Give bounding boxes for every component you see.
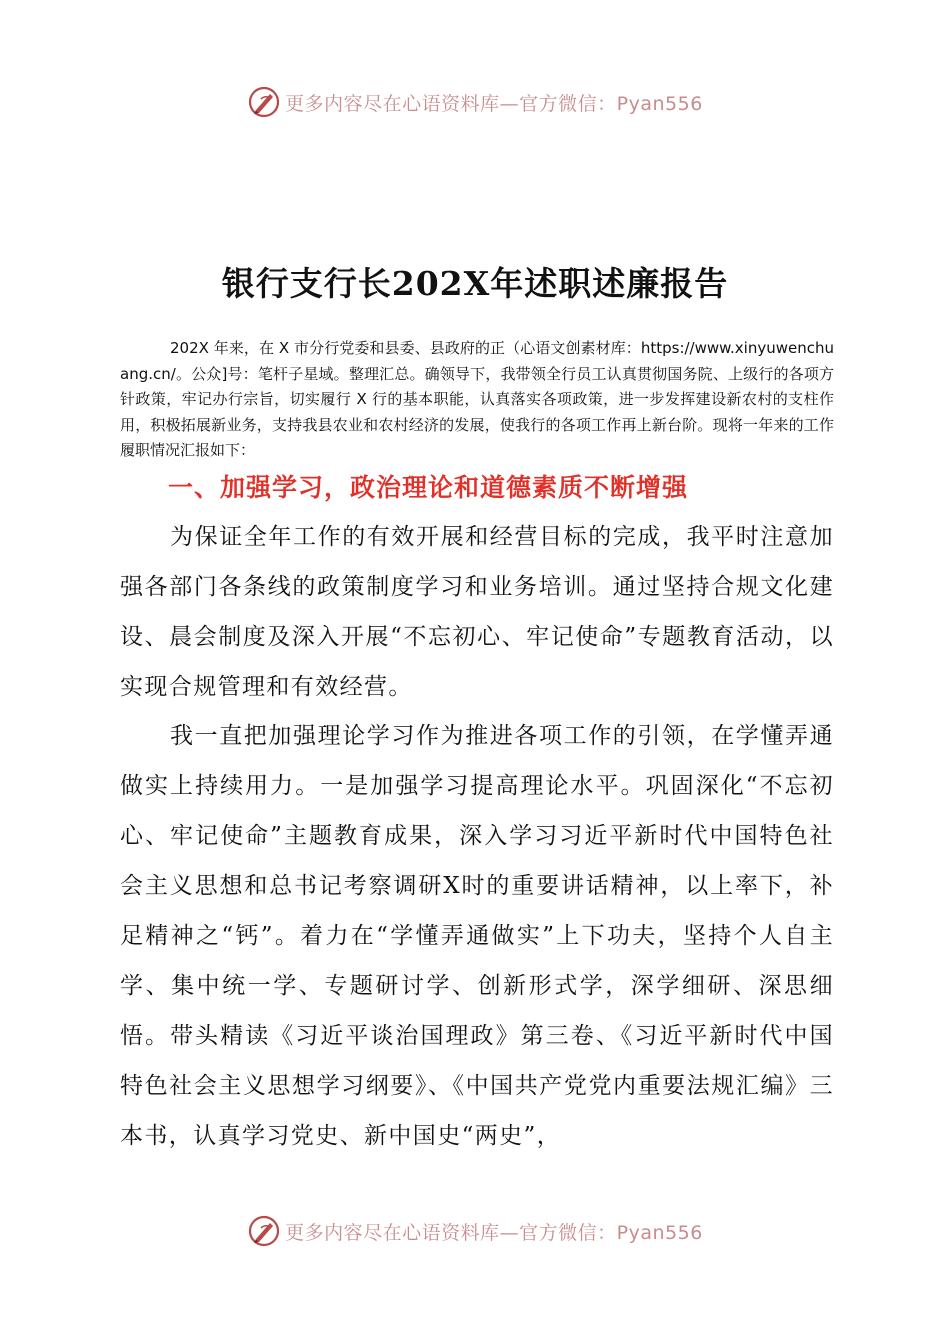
pen-logo-icon [247,1214,281,1248]
document-title: 银行支行长202X年述职述廉报告 [221,264,729,303]
section-heading-1: 一、加强学习，政治理论和道德素质不断增强 [168,473,689,502]
watermark-text [285,1218,703,1245]
watermark-banner-bottom [0,1209,950,1253]
body-paragraph-1: 为保证全年工作的有效开展和经营目标的完成，我平时注意加强各部门各条线的政策制度学习和业务培训。通过坚持合规文化建设、晨会制度及深入开展“不忘初心、牢记使命”专题教育活动，以实现合规管理和有效经营。 [120,524,834,700]
intro-paragraph: 202X 年来，在 X 市分行党委和县委、县政府的正（心语文创素材库：https://www.xinyuwenchuang.cn/。公众]号：笔杆子星域。整理汇总。确领导下，我带领全行员工认真贯彻国务院、上级行的各项方针政策，牢记办行宗旨，切实履行 X 行的基本职能，认真落实各项政策，进一步发挥建设新农村的支柱作用，积极拓展新业务，支持我县农业和农村经济的发展，使我行的各项工作再上新台阶。现将一年来的工作履职情况汇报如下： [120,339,834,459]
watermark-wechat-id: Pyan556 [616,92,703,115]
watermark-text-cn: 更多内容尽在心语资料库—官方微信： [285,92,617,115]
watermark-banner-top [0,80,950,124]
pen-logo-icon [247,85,281,119]
body-paragraph-2: 我一直把加强理论学习作为推进各项工作的引领，在学懂弄通做实上持续用力。一是加强学习提高理论水平。巩固深化“不忘初心、牢记使命”主题教育成果，深入学习习近平新时代中国特色社会主义思想和总书记考察调研X时的重要讲话精神，以上率下，补足精神之“钙”。着力在“学懂弄通做实”上下功夫，坚持个人自主学、集中统一学、专题研讨学、创新形式学，深学细研、深思细悟。带头精读《习近平谈治国理政》第三卷、《习近平新时代中国特色社会主义思想学习纲要》、《中国共产党党内重要法规汇编》三本书，认真学习党史、新中国史“两史”， [120,723,834,1149]
watermark-text-cn: 更多内容尽在心语资料库—官方微信： [285,1221,617,1244]
watermark-text [285,89,703,116]
watermark-wechat-id: Pyan556 [616,1221,703,1244]
